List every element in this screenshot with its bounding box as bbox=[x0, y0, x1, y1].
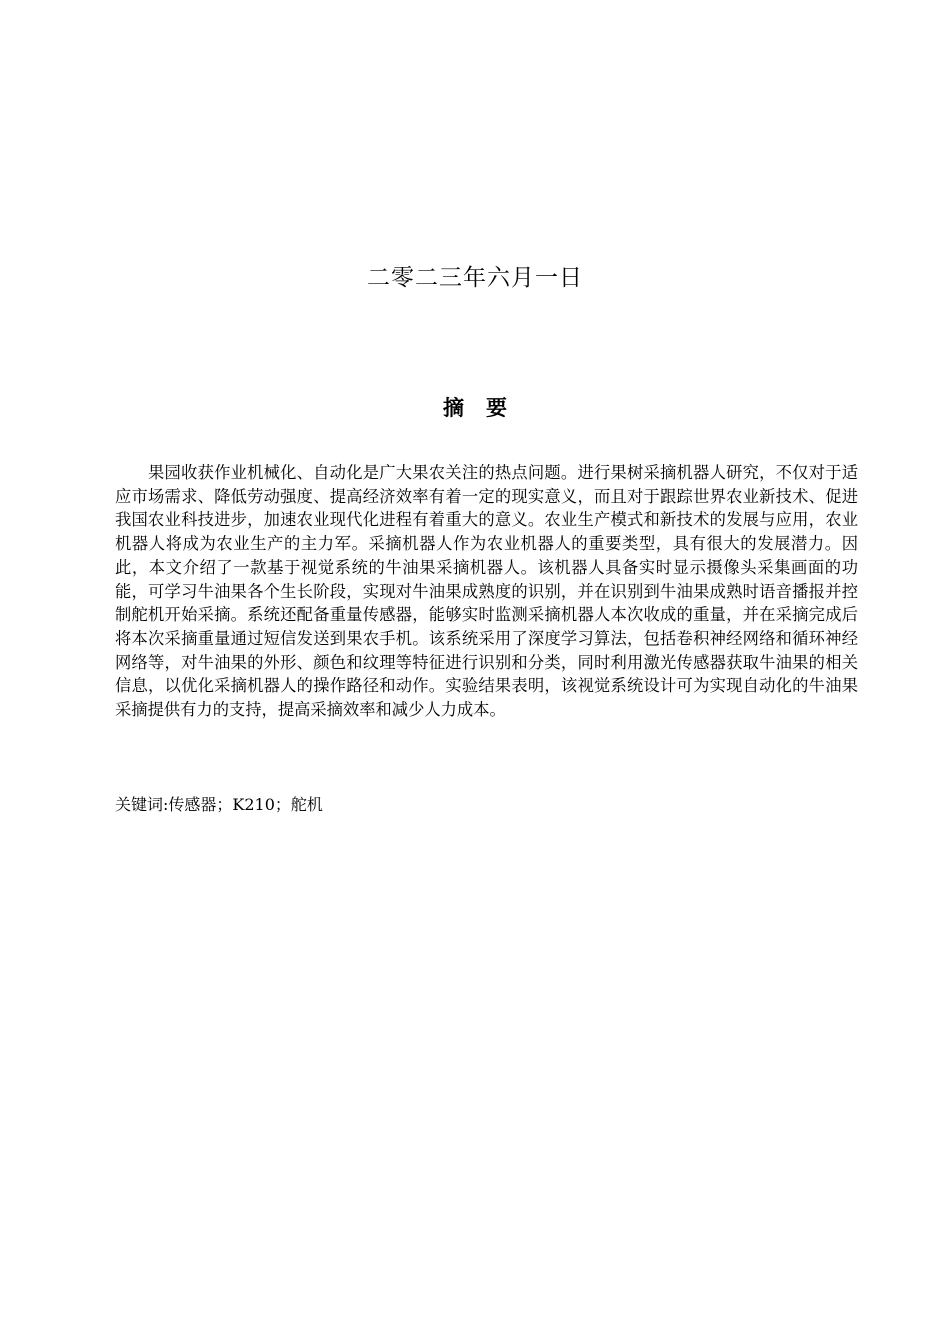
keywords-value: :传感器；K210；舵机 bbox=[163, 795, 323, 814]
abstract-body: 果园收获作业机械化、自动化是广大果农关注的热点问题。进行果树采摘机器人研究，不仅对于适应市场需求、降低劳动强度、提高经济效率有着一定的现实意义，而且对于跟踪世界农业新技术、促进我国农业科技进步，加速农业现代化进程有着重大的意义。农业生产模式和新技术的发展与应用，农业机器人将成为农业生产的主力军。采摘机器人作为农业机器人的重要类型，具有很大的发展潜力。因此，本文介绍了一款基于视觉系统的牛油果采摘机器人。该机器人具备实时显示摄像头采集画面的功能，可学习牛油果各个生长阶段，实现对牛油果成熟度的识别，并在识别到牛油果成熟时语音播报并控制舵机开始采摘。系统还配备重量传感器，能够实时监测采摘机器人本次收成的重量，并在采摘完成后将本次采摘重量通过短信发送到果农手机。该系统采用了深度学习算法，包括卷积神经网络和循环神经网络等，对牛油果的外形、颜色和纹理等特征进行识别和分类，同时利用激光传感器获取牛油果的相关信息，以优化采摘机器人的操作路径和动作。实验结果表明，该视觉系统设计可为实现自动化的牛油果采摘提供有力的支持，提高采摘效率和减少人力成本。 bbox=[115, 463, 858, 720]
date-line: 二零二三年六月一日 bbox=[367, 265, 583, 291]
keywords-line bbox=[115, 793, 858, 817]
abstract-heading: 摘要 bbox=[443, 396, 529, 420]
keywords-label: 关键词 bbox=[115, 795, 164, 814]
